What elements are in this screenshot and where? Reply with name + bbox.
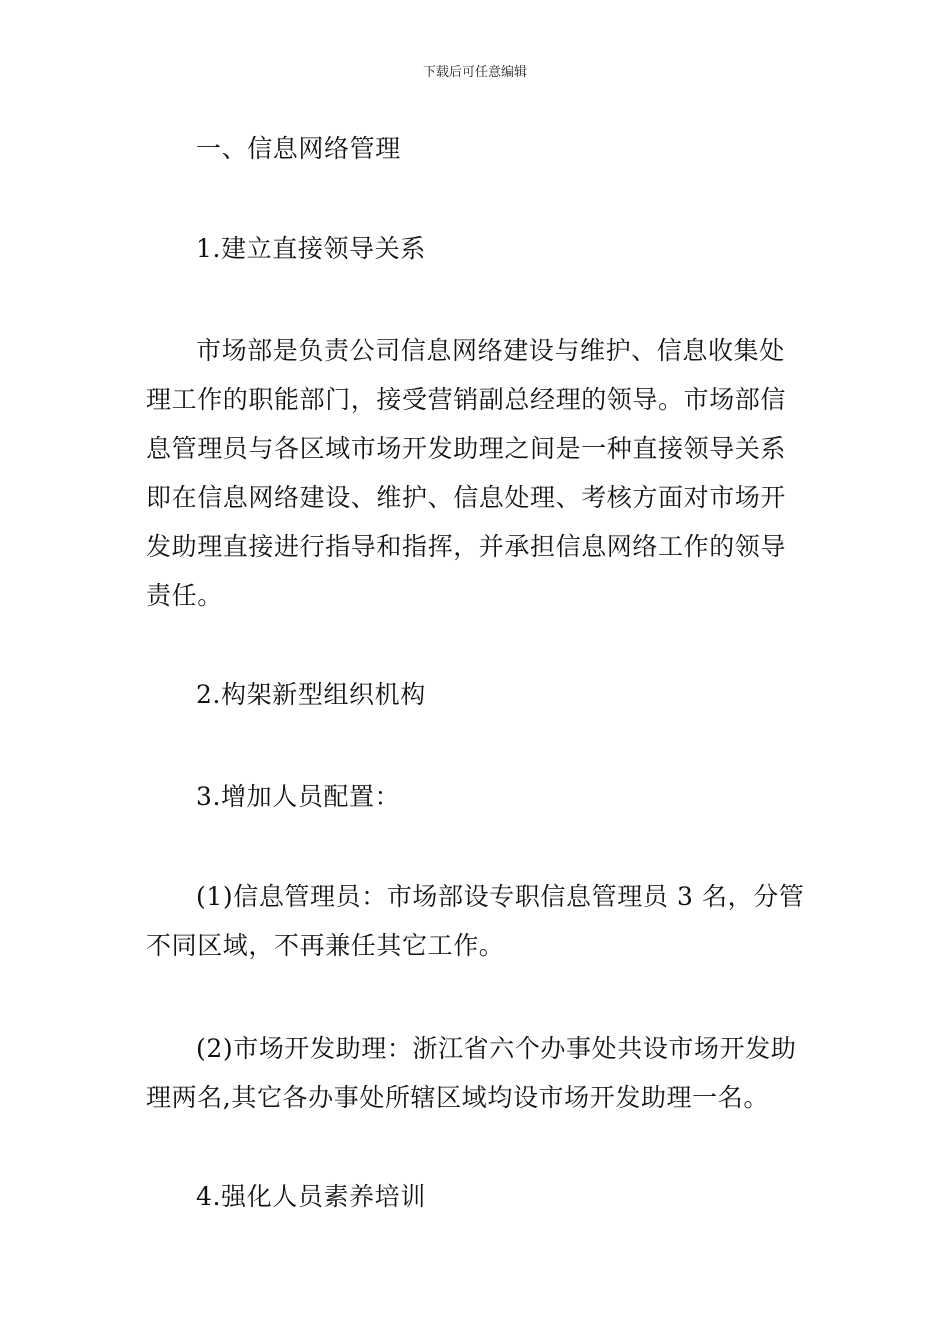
section-title: 一、信息网络管理 xyxy=(196,134,401,163)
item3-sub1: (1)信息管理员：市场部设专职信息管理员 3 名，分管不同区域，不再兼任其它工作。 xyxy=(146,882,805,960)
item3-heading: 3.增加人员配置： xyxy=(196,782,401,811)
page-header-note: 下载后可任意编辑 xyxy=(422,65,527,80)
item1-heading: 1.建立直接领导关系 xyxy=(196,234,426,263)
item2-heading: 2.构架新型组织机构 xyxy=(196,680,426,709)
item1-paragraph: 市场部是负责公司信息网络建设与维护、信息收集处理工作的职能部门，接受营销副总经理的领导。市场部信息管理员与各区域市场开发助理之间是一种直接领导关系即在信息网络建设、维护、信息处理、考核方面对市场开发助理直接进行指导和指挥，并承担信息网络工作的领导责任。 xyxy=(146,336,787,610)
item3-sub2: (2)市场开发助理：浙江省六个办事处共设市场开发助理两名,其它各办事处所辖区域均设市场开发助理一名。 xyxy=(146,1034,797,1112)
item4-heading: 4.强化人员素养培训 xyxy=(196,1182,426,1211)
